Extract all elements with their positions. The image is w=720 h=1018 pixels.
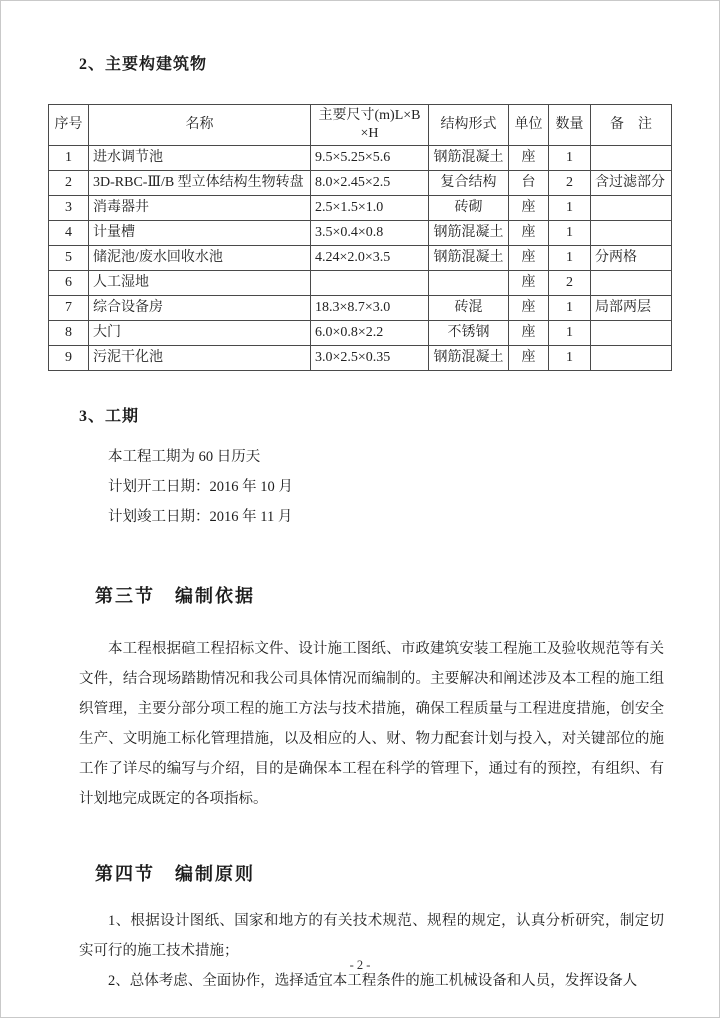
table-row bbox=[49, 221, 672, 246]
cell-remark bbox=[591, 271, 672, 296]
table-row bbox=[49, 296, 672, 321]
heading-section4: 第四节 编制原则 bbox=[95, 864, 255, 884]
cell-dims: 8.0×2.45×2.5 bbox=[311, 171, 429, 196]
cell-dims: 2.5×1.5×1.0 bbox=[311, 196, 429, 221]
heading-section3: 第三节 编制依据 bbox=[95, 586, 255, 606]
duration-block bbox=[108, 442, 672, 532]
section4-item-2: 2、总体考虑、全面协作，选择适宜本工程条件的施工机械设备和人员，发挥设备人 bbox=[108, 973, 638, 989]
cell-remark: 局部两层 bbox=[591, 296, 672, 321]
col-header-unit: 单位 bbox=[509, 105, 549, 146]
cell-dims: 18.3×8.7×3.0 bbox=[311, 296, 429, 321]
structures-table bbox=[48, 104, 672, 371]
section3-paragraph: 本工程根据碹工程招标文件、设计施工图纸、市政建筑安装工程施工及验收规范等有关文件，结合现场踏勘情况和我公司具体情况而编制的。主要解决和阐述涉及本工程的施工组织管理，主要分部分项工程的施工方法与技术措施，确保工程质量与工程进度措施，创安全生产、文明施工标化管理措施，以及相应的人、财、物力配套计划与投入，对关键部位的施工作了详尽的编写与介绍，目的是确保本工程在科学的管理下，通过有的预控，有组织、有计划地完成既定的各项指标。 bbox=[79, 641, 664, 807]
cell-dims: 3.0×2.5×0.35 bbox=[311, 346, 429, 371]
cell-name: 人工湿地 bbox=[89, 271, 311, 296]
cell-dims: 3.5×0.4×0.8 bbox=[311, 221, 429, 246]
cell-structure: 复合结构 bbox=[429, 171, 509, 196]
cell-unit: 座 bbox=[509, 346, 549, 371]
cell-remark bbox=[591, 196, 672, 221]
col-header-dims: 主要尺寸(m)L×B×H bbox=[311, 105, 429, 146]
cell-name: 3D-RBC-Ⅲ/B 型立体结构生物转盘 bbox=[89, 171, 311, 196]
cell-seq: 9 bbox=[49, 346, 89, 371]
cell-structure: 不锈钢 bbox=[429, 321, 509, 346]
cell-qty: 1 bbox=[549, 321, 591, 346]
cell-seq: 5 bbox=[49, 246, 89, 271]
cell-name: 进水调节池 bbox=[89, 146, 311, 171]
cell-name: 储泥池/废水回收水池 bbox=[89, 246, 311, 271]
cell-seq: 2 bbox=[49, 171, 89, 196]
cell-structure bbox=[429, 271, 509, 296]
cell-name: 污泥干化池 bbox=[89, 346, 311, 371]
cell-remark: 含过滤部分 bbox=[591, 171, 672, 196]
cell-qty: 2 bbox=[549, 171, 591, 196]
heading-main-structures: 2、主要构建筑物 bbox=[79, 56, 208, 73]
cell-structure: 钢筋混凝土 bbox=[429, 221, 509, 246]
col-header-name: 名称 bbox=[89, 105, 311, 146]
cell-unit: 座 bbox=[509, 196, 549, 221]
cell-name: 综合设备房 bbox=[89, 296, 311, 321]
cell-structure: 钢筋混凝土 bbox=[429, 146, 509, 171]
cell-dims bbox=[311, 271, 429, 296]
cell-seq: 1 bbox=[49, 146, 89, 171]
table-row bbox=[49, 171, 672, 196]
table-row bbox=[49, 246, 672, 271]
page-number: - 2 - bbox=[349, 958, 371, 972]
cell-structure: 砖混 bbox=[429, 296, 509, 321]
cell-qty: 1 bbox=[549, 346, 591, 371]
table-row bbox=[49, 196, 672, 221]
cell-seq: 7 bbox=[49, 296, 89, 321]
cell-dims: 4.24×2.0×3.5 bbox=[311, 246, 429, 271]
cell-unit: 座 bbox=[509, 146, 549, 171]
cell-qty: 1 bbox=[549, 196, 591, 221]
cell-qty: 1 bbox=[549, 246, 591, 271]
cell-name: 大门 bbox=[89, 321, 311, 346]
cell-unit: 座 bbox=[509, 271, 549, 296]
cell-name: 计量槽 bbox=[89, 221, 311, 246]
cell-unit: 座 bbox=[509, 296, 549, 321]
cell-qty: 1 bbox=[549, 221, 591, 246]
col-header-qty: 数量 bbox=[549, 105, 591, 146]
table-row bbox=[49, 346, 672, 371]
duration-total: 本工程工期为 60 日历天 bbox=[108, 449, 261, 465]
section4-item-1: 1、根据设计图纸、国家和地方的有关技术规范、规程的规定，认真分析研究，制定切实可行的施工技术措施； bbox=[79, 913, 664, 959]
table-row bbox=[49, 271, 672, 296]
cell-remark bbox=[591, 346, 672, 371]
cell-unit: 台 bbox=[509, 171, 549, 196]
cell-unit: 座 bbox=[509, 221, 549, 246]
cell-seq: 3 bbox=[49, 196, 89, 221]
table-row bbox=[49, 321, 672, 346]
duration-start-date: 计划开工日期：2016 年 10 月 bbox=[108, 479, 293, 495]
cell-qty: 1 bbox=[549, 296, 591, 321]
cell-seq: 6 bbox=[49, 271, 89, 296]
cell-remark: 分两格 bbox=[591, 246, 672, 271]
heading-duration: 3、工期 bbox=[79, 408, 140, 425]
cell-remark bbox=[591, 321, 672, 346]
cell-seq: 8 bbox=[49, 321, 89, 346]
cell-name: 消毒器井 bbox=[89, 196, 311, 221]
cell-qty: 1 bbox=[549, 146, 591, 171]
col-header-structure: 结构形式 bbox=[429, 105, 509, 146]
table-header-row bbox=[49, 105, 672, 146]
duration-end-date: 计划竣工日期：2016 年 11 月 bbox=[108, 509, 293, 525]
cell-structure: 钢筋混凝土 bbox=[429, 246, 509, 271]
cell-remark bbox=[591, 146, 672, 171]
cell-qty: 2 bbox=[549, 271, 591, 296]
cell-unit: 座 bbox=[509, 246, 549, 271]
cell-unit: 座 bbox=[509, 321, 549, 346]
cell-dims: 6.0×0.8×2.2 bbox=[311, 321, 429, 346]
col-header-remark: 备 注 bbox=[591, 105, 672, 146]
cell-seq: 4 bbox=[49, 221, 89, 246]
table-row bbox=[49, 146, 672, 171]
cell-remark bbox=[591, 221, 672, 246]
cell-dims: 9.5×5.25×5.6 bbox=[311, 146, 429, 171]
cell-structure: 钢筋混凝土 bbox=[429, 346, 509, 371]
cell-structure: 砖砌 bbox=[429, 196, 509, 221]
col-header-seq: 序号 bbox=[49, 105, 89, 146]
